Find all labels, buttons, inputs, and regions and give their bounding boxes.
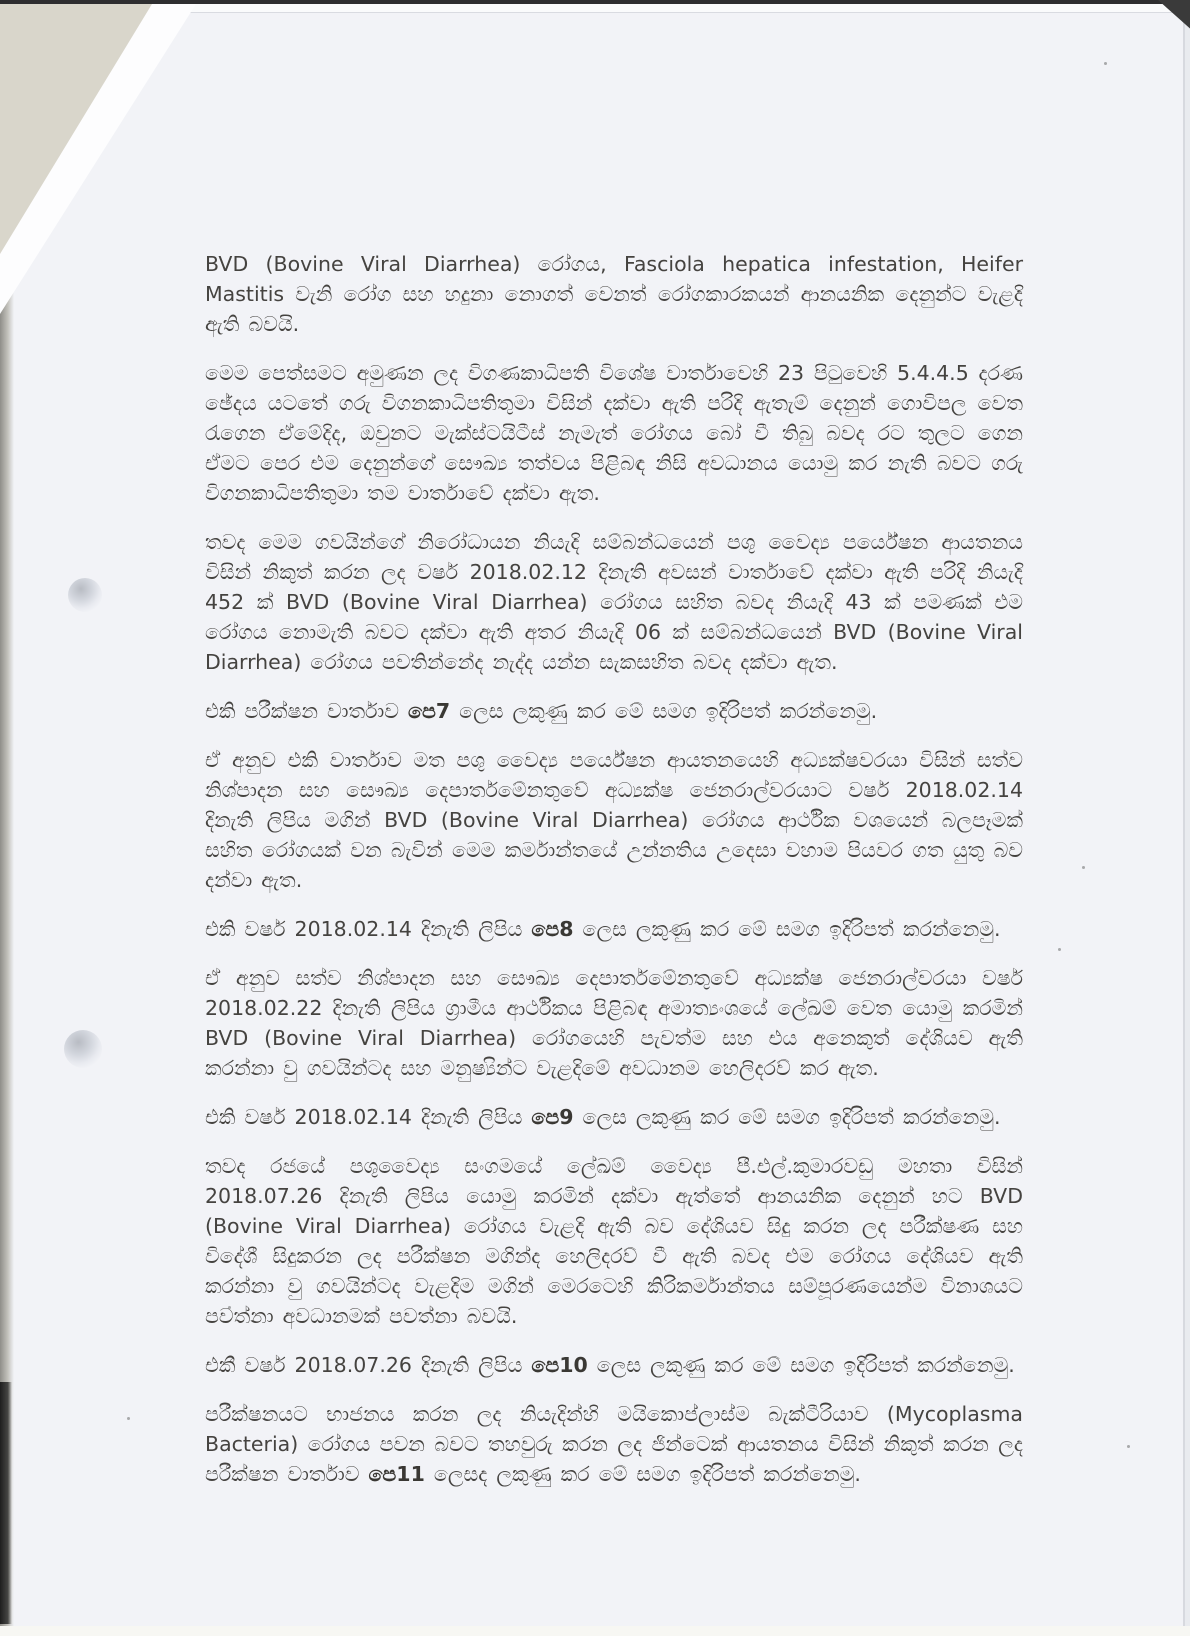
paragraph [205,963,1023,1083]
paragraph-text: ඒ අනුව එකි වාර්තාව මත පශු වෛද්‍ය පර්යේෂන ආයතනයෙහි අධ්‍යක්ෂවරයා විසින් සත්ව නිශ්පාදන සහ සෞඛ්‍ය දෙපාර්තමේනතුවේ අධ්‍යක්ෂ ජෙනරාල්වරයාට වර්ෂ 2018.02.14 දිනැති ලිපිය මගින් BVD (Bovine Viral Diarrhea) රෝගය ආර්ථික වශයෙන් බලපෑමක් සහිත රෝගයක් වන බැවින් මෙම කර්මාන්තයේ උන්නතිය උදෙසා වහාම පියවර ගත යුතු බව දන්වා ඇත. [205,748,1023,892]
paragraph [205,527,1023,677]
paragraph-text: ඒ අනුව සත්ව නිශ්පාදන සහ සෞඛ්‍ය දෙපාර්තමේනතුවේ අධ්‍යක්ෂ ජෙනරාල්වරයා වර්ෂ 2018.02.22 දිනැති ලිපිය ග්‍රාමීය ආර්ථිකය පිළිබඳ අමාත්‍යංශයේ ලේඛම් වෙත යොමු කරමින් BVD (Bovine Viral Diarrhea) රෝගයෙහි පැවත්ම සහ එය අනෙකුත් දේශියව ඇති කරන්නා වු ගවයින්ටද සහ මනුෂ්‍යින්ට වැළදිමේ අවධානම හෙලිදරව් කර ඇත. [205,966,1023,1080]
scan-speckle [1082,866,1085,869]
paragraph-text: ලෙස ලකුණු කර මේ සමග ඉදිරිපත් කරන්නෙමු. [450,699,878,723]
paragraph [205,1151,1023,1331]
right-page-edge-line [1183,20,1185,1636]
paragraph-text: පරීක්ෂනයට භාජනය කරන ලද නියැදින්හි මයිකොප්ලාස්ම බැක්ටීරියාව (Mycoplasma Bacteria) රෝගය පවන බවට තහවුරු කරන ලද ජින්ටෙක් ආයතනය විසින් නිකුත් කරන ලද පරීක්ෂන වාර්තාව [205,1402,1023,1486]
paragraph [205,914,1023,944]
paragraph-text: මෙම පෙත්සමට අමුණන ලද විගණකාධිපති විශේෂ වාර්තාවෙහි 23 පිටුවෙහි 5.4.4.5 දරණ ඡේදය යටතේ ගරු විගනකාධිපතිතුමා විසින් දක්වා ඇති පරිදි ඇතැම් දෙනුන් ගොවිපල වෙත රැගෙන ඒමේදිද, ඔවුනට මැක්ස්ටයිටීස් නැමැත් රෝගය බෝ වී තිබු බවද රට තුලට ගෙන ඒමට පෙර එම දෙනුන්ගේ සෞඛ්‍ය තත්වය පිළිබඳ නිසි අවධානය යොමු කර නැති බවට ගරු විගනකාධිපතිතුමා තම වාර්තාවේ දක්වා ඇත. [205,361,1023,505]
scan-speckle [127,1417,130,1420]
document-text [205,249,1023,1508]
paragraph [205,1102,1023,1132]
scan-speckle [1127,1445,1130,1448]
paragraph-text: තවද මෙම ගවයින්ගේ නිරෝධායන නියැදි සම්බන්ධයෙන් පශු වෛද්‍ය පර්යේෂන ආයතනය විසින් නිකුත් කරන ලද වර්ෂ 2018.02.12 දිනැති අවසන් වාර්තාවේ දක්වා ඇති පරිදි නියැදි 452 ක් BVD (Bovine Viral Diarrhea) රෝගය සහිත බවද නියැදි 43 ක් පමණක් එම රෝගය නොමැති බවට දක්වා ඇති අතර නියැදි 06 ක් සම්බන්ධයෙන් BVD (Bovine Viral Diarrhea) රෝගය පවතින්නේද නැද්ද යන්න සැකසහිත බවද දක්වා ඇත. [205,530,1023,674]
page-fold-corner [0,4,152,254]
exhibit-mark: පෙ9 [531,1105,574,1129]
paragraph-text: ලෙස ලකුණු කර මේ සමග ඉදිරිපත් කරන්නෙමු. [573,917,1001,941]
paragraph-text: තවද රජයේ පශුවෛද්‍ය සංගමයේ ලේඛම් වෛද්‍ය පී.එල්.කුමාරවඩු මහතා විසින් 2018.07.26 දිනැති ලිපිය යොමු කරමින් දක්වා ඇත්තේ ආනයනික දෙනුන් හට BVD (Bovine Viral Diarrhea) රෝගය වැළදි ඇති බව දේශියව සිදු කරන ලද පරීක්ෂණ සහ විදේශී සිදුකරන ලද පරීක්ෂන මගින්ද හෙලිදරව් වී ඇති බවද එම රෝගය දේශියව ඇති කරන්නා වු ගවයින්ටද වැළදිම මගින් මෙරටෙහි කිරිකර්මාන්තය සම්පූරණයෙන්ම විනාශයට පවත්නා අවධානමක් පවත්නා බවයි. [205,1154,1023,1328]
scan-speckle [1104,62,1107,65]
scanner-top-edge [0,0,1190,4]
right-page-edge [1185,0,1190,1636]
exhibit-mark: පෙ7 [408,699,451,723]
paragraph-text: එකි වර්ෂ 2018.02.14 දිනැති ලිපිය [205,917,532,941]
exhibit-mark: පෙ8 [531,917,574,941]
paragraph [205,358,1023,508]
paragraph-text: එකි පරීක්ෂන වාර්තාව [205,699,409,723]
scan-speckle [1058,948,1061,951]
paragraph-text: BVD (Bovine Viral Diarrhea) රෝගය, Fasciola hepatica infestation, Heifer Mastitis වැනි රෝග සහ හදුනා නොගත් වෙනත් රෝගකාරකයන් ආනයනික දෙනුන්ට වැළදි ඇති බවයි. [205,252,1023,336]
left-bottom-edge-shadow [0,1382,12,1624]
paragraph-text: එකි වර්ෂ 2018.02.14 දිනැති ලිපිය [205,1105,532,1129]
bottom-page-edge [0,1626,1190,1636]
paragraph [205,249,1023,339]
paragraph-text: ලෙස ලකුණු කර මේ සමග ඉදිරිපත් කරන්නෙමු. [587,1353,1015,1377]
paragraph [205,1350,1023,1380]
paragraph-text: ලෙසද ලකුණු කර මේ සමග ඉදිරිපත් කරන්නෙමු. [424,1462,861,1486]
punch-hole-shadow [68,578,102,612]
exhibit-mark: පෙ11 [368,1462,425,1486]
paragraph [205,745,1023,895]
paragraph-text: ලෙස ලකුණු කර මේ සමග ඉදිරිපත් කරන්නෙමු. [573,1105,1001,1129]
paragraph [205,1399,1023,1489]
paragraph [205,696,1023,726]
punch-hole-shadow [64,1030,102,1068]
exhibit-mark: පෙ10 [531,1353,588,1377]
paragraph-text: එකී වර්ෂ 2018.07.26 දිනැති ලිපිය [205,1353,532,1377]
